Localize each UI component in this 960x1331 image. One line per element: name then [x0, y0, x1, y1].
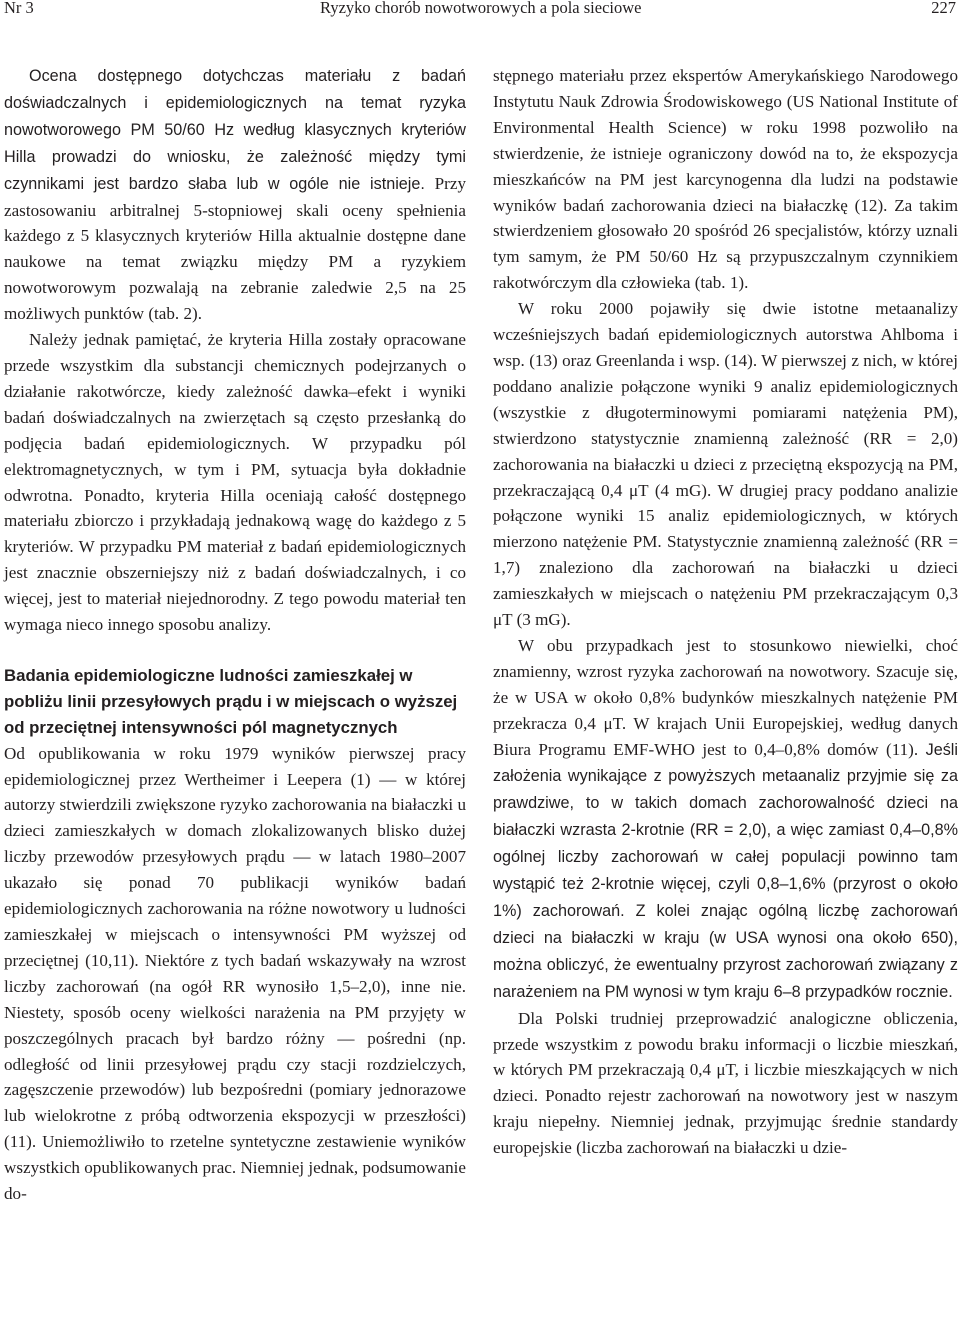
right-column [493, 63, 958, 1161]
paragraph-sans-part: Jeśli założenia wynikające z powyższych metaanaliz przyjmie się za prawdziwe, to w takich domach zachorowalność dzieci na białaczki wzrasta 2-krotnie (RR = 2,0), a więc zamiast 0,4–0,8% ogólnej liczby zachorowań w całej populacji powinno tam wystąpić też 2-krotnie więcej, czyli 0,8–1,6% (przyrost o około 1%) zachorowań. Z kolei znając ogólną liczbę zachorowań dzieci na białaczki w kraju (w USA wynosi ona około 650), można obliczyć, że ewentualny przyrost zachorowań związany z narażeniem na PM wynosi w tym kraju 6–8 przypadków rocznie. [493, 740, 958, 1001]
paragraph: Należy jednak pamiętać, że kryteria Hilla zostały opracowane przede wszystkim dla substancji chemicznych podejrzanych o działanie rakotwórcze, kiedy zależność dawka–efekt i wyniki badań doświadczalnych na zwierzętach są często przesłanką do podjęcia badań epidemiologicznych. W przypadku pól elektromagnetycznych, w tym i PM, sytuacja była dokładnie odwrotna. Ponadto, kryteria Hilla oceniają całość dostępnego materiału zbiorczo i przykładają jednakową wagę do każdego z 5 kryteriów. W przypadku PM materiał z badań epidemiologicznych jest znacznie obszerniejszy niż z badań doświadczalnych, i co więcej, jest to materiał niejednorodny. Z tego powodu materiał ten wymaga nieco innego sposobu analizy. [4, 330, 466, 635]
paragraph [493, 633, 958, 1006]
paragraph: Dla Polski trudniej przeprowadzić analogiczne obliczenia, przede wszystkim z powodu braku informacji o liczbie mieszkań, w których PM przekraczają 0,4 μT, i liczbie mieszkających w nich dzieci. Ponadto rejestr zachorowań na nowotwory jest w naszym kraju niepełny. Niemniej jednak, przyjmując średnie standardy europejskie (liczba zachorowań na białaczki u dzie- [493, 1008, 958, 1158]
paragraph-serif-part: W obu przypadkach jest to stosunkowo niewielki, choć znamienny, wzrost ryzyka zachorowań na nowotwory. Szacuje się, że w USA w około 0,8% budynków mieszkalnych natężenie PM przekracza 0,4 μT. W krajach Unii Europejskiej, według danych Biura Programu EMF-WHO jest to 0,4–0,8% domów (11). [493, 635, 958, 759]
section-gap [4, 638, 466, 663]
page-number: 227 [931, 0, 956, 17]
paragraph-sans-part: Ocena dostępnego dotychczas materiału z badań doświadczalnych i epidemiologicznych na temat ryzyka nowotworowego PM 50/60 Hz według klasycznych kryteriów Hilla prowadzi do wniosku, że zależność między tymi czynnikami jest bardzo słaba lub w ogóle nie istnieje. [4, 67, 466, 193]
running-title: Ryzyko chorób nowotworowych a pola sieciowe [320, 0, 642, 17]
issue-number: Nr 3 [4, 0, 34, 17]
paragraph: W roku 2000 pojawiły się dwie istotne metaanalizy wcześniejszych badań epidemiologicznych autorstwa Ahlboma i wsp. (13) oraz Greenlanda i wsp. (14). W pierwszej z nich, w której poddano analizie połączone wyniki 9 analiz epidemiologicznych (wszystkie z długoterminowymi pomiarami natężenia PM), stwierdzono statystycznie znamienną zależność (RR = 2,0) zachorowania na białaczki u dzieci z przeciętną ekspozycją na PM, przekraczającą 0,4 μT (4 mG). W drugiej pracy poddano analizie połączone wyniki 15 analiz epidemiologicznych, w których mierzono natężenie PM. Statystycznie znamienną zależność (RR = 1,7) znaleziono dla zachorowań na białaczki u dzieci zamieszkałych w miejscach o natężeniu PM przekraczającym 0,3 μT (3 mG). [493, 299, 958, 630]
paragraph: stępnego materiału przez ekspertów Amerykańskiego Narodowego Instytutu Nauk Zdrowia Środowiskowego (US National Institute of Environmental Health Science) w roku 1998 pozwoliło na stwierdzenie, że istnieje ograniczony dowód na to, że ekspozycja mieszkańców na PM jest karcynogenna dla ludzi na podstawie wyników badań zachorowania dzieci na białaczkę (12). Za takim stwierdzeniem głosowało 20 spośród 26 specjalistów, którzy uznali tym samym, że PM 50/60 Hz są przypuszczalnym czynnikiem rakotwórczym dla człowieka (tab. 1). [493, 66, 958, 293]
paragraph [4, 63, 466, 327]
paragraph-serif-part: Przy zastosowaniu arbitralnej 5-stopniowej skali oceny spełnienia każdego z 5 klasycznych kryteriów Hilla aktualnie dostępne dane naukowe na temat związku między PM a ryzykiem nowotworowym pozwalają na zebranie zaledwie 2,5 na 25 możliwych punktów (tab. 2). [4, 173, 466, 324]
paragraph: Od opublikowania w roku 1979 wyników pierwszej pracy epidemiologicznej przez Wertheimer i Leepera (1) — w której autorzy stwierdzili zwiększone ryzyko zachorowania na białaczki u dzieci zamieszkałych w domach zlokalizowanych blisko dużej liczby przewodów przesyłowych prądu — w latach 1980–2007 ukazało się ponad 70 publikacji wyników badań epidemiologicznych zachorowania na różne nowotwory u ludności zamieszkałej w miejscach o intensywności PM wyższej od przeciętnej (10,11). Niektóre z tych badań wskazywały na wzrost liczby zachorowań (na ogół RR wynosiło 1,5–2,0), inne nie. Niestety, sposób oceny wielkości narażenia na PM przyjęty w poszczególnych pracach był bardzo różny — pośredni (np. odległość od linii przesyłowej prądu czy stacji rozdzielczych, zagęszczenie przewodów) lub bezpośredni (pomiary jednorazowe lub wielokrotne z próbą odtworzenia ekspozycji w przeszłości) (11). Uniemożliwiło to rzetelne syntetyczne zestawienie wyników wszystkich opublikowanych prac. Niemniej jednak, podsumowanie do- [4, 743, 466, 1204]
running-header [0, 0, 960, 20]
left-column [4, 63, 466, 1207]
section-heading: Badania epidemiologiczne ludności zamieszkałej w pobliżu linii przesyłowych prądu i w miejscach o wyższej od przeciętnej intensywności pól magnetycznych [4, 665, 458, 737]
